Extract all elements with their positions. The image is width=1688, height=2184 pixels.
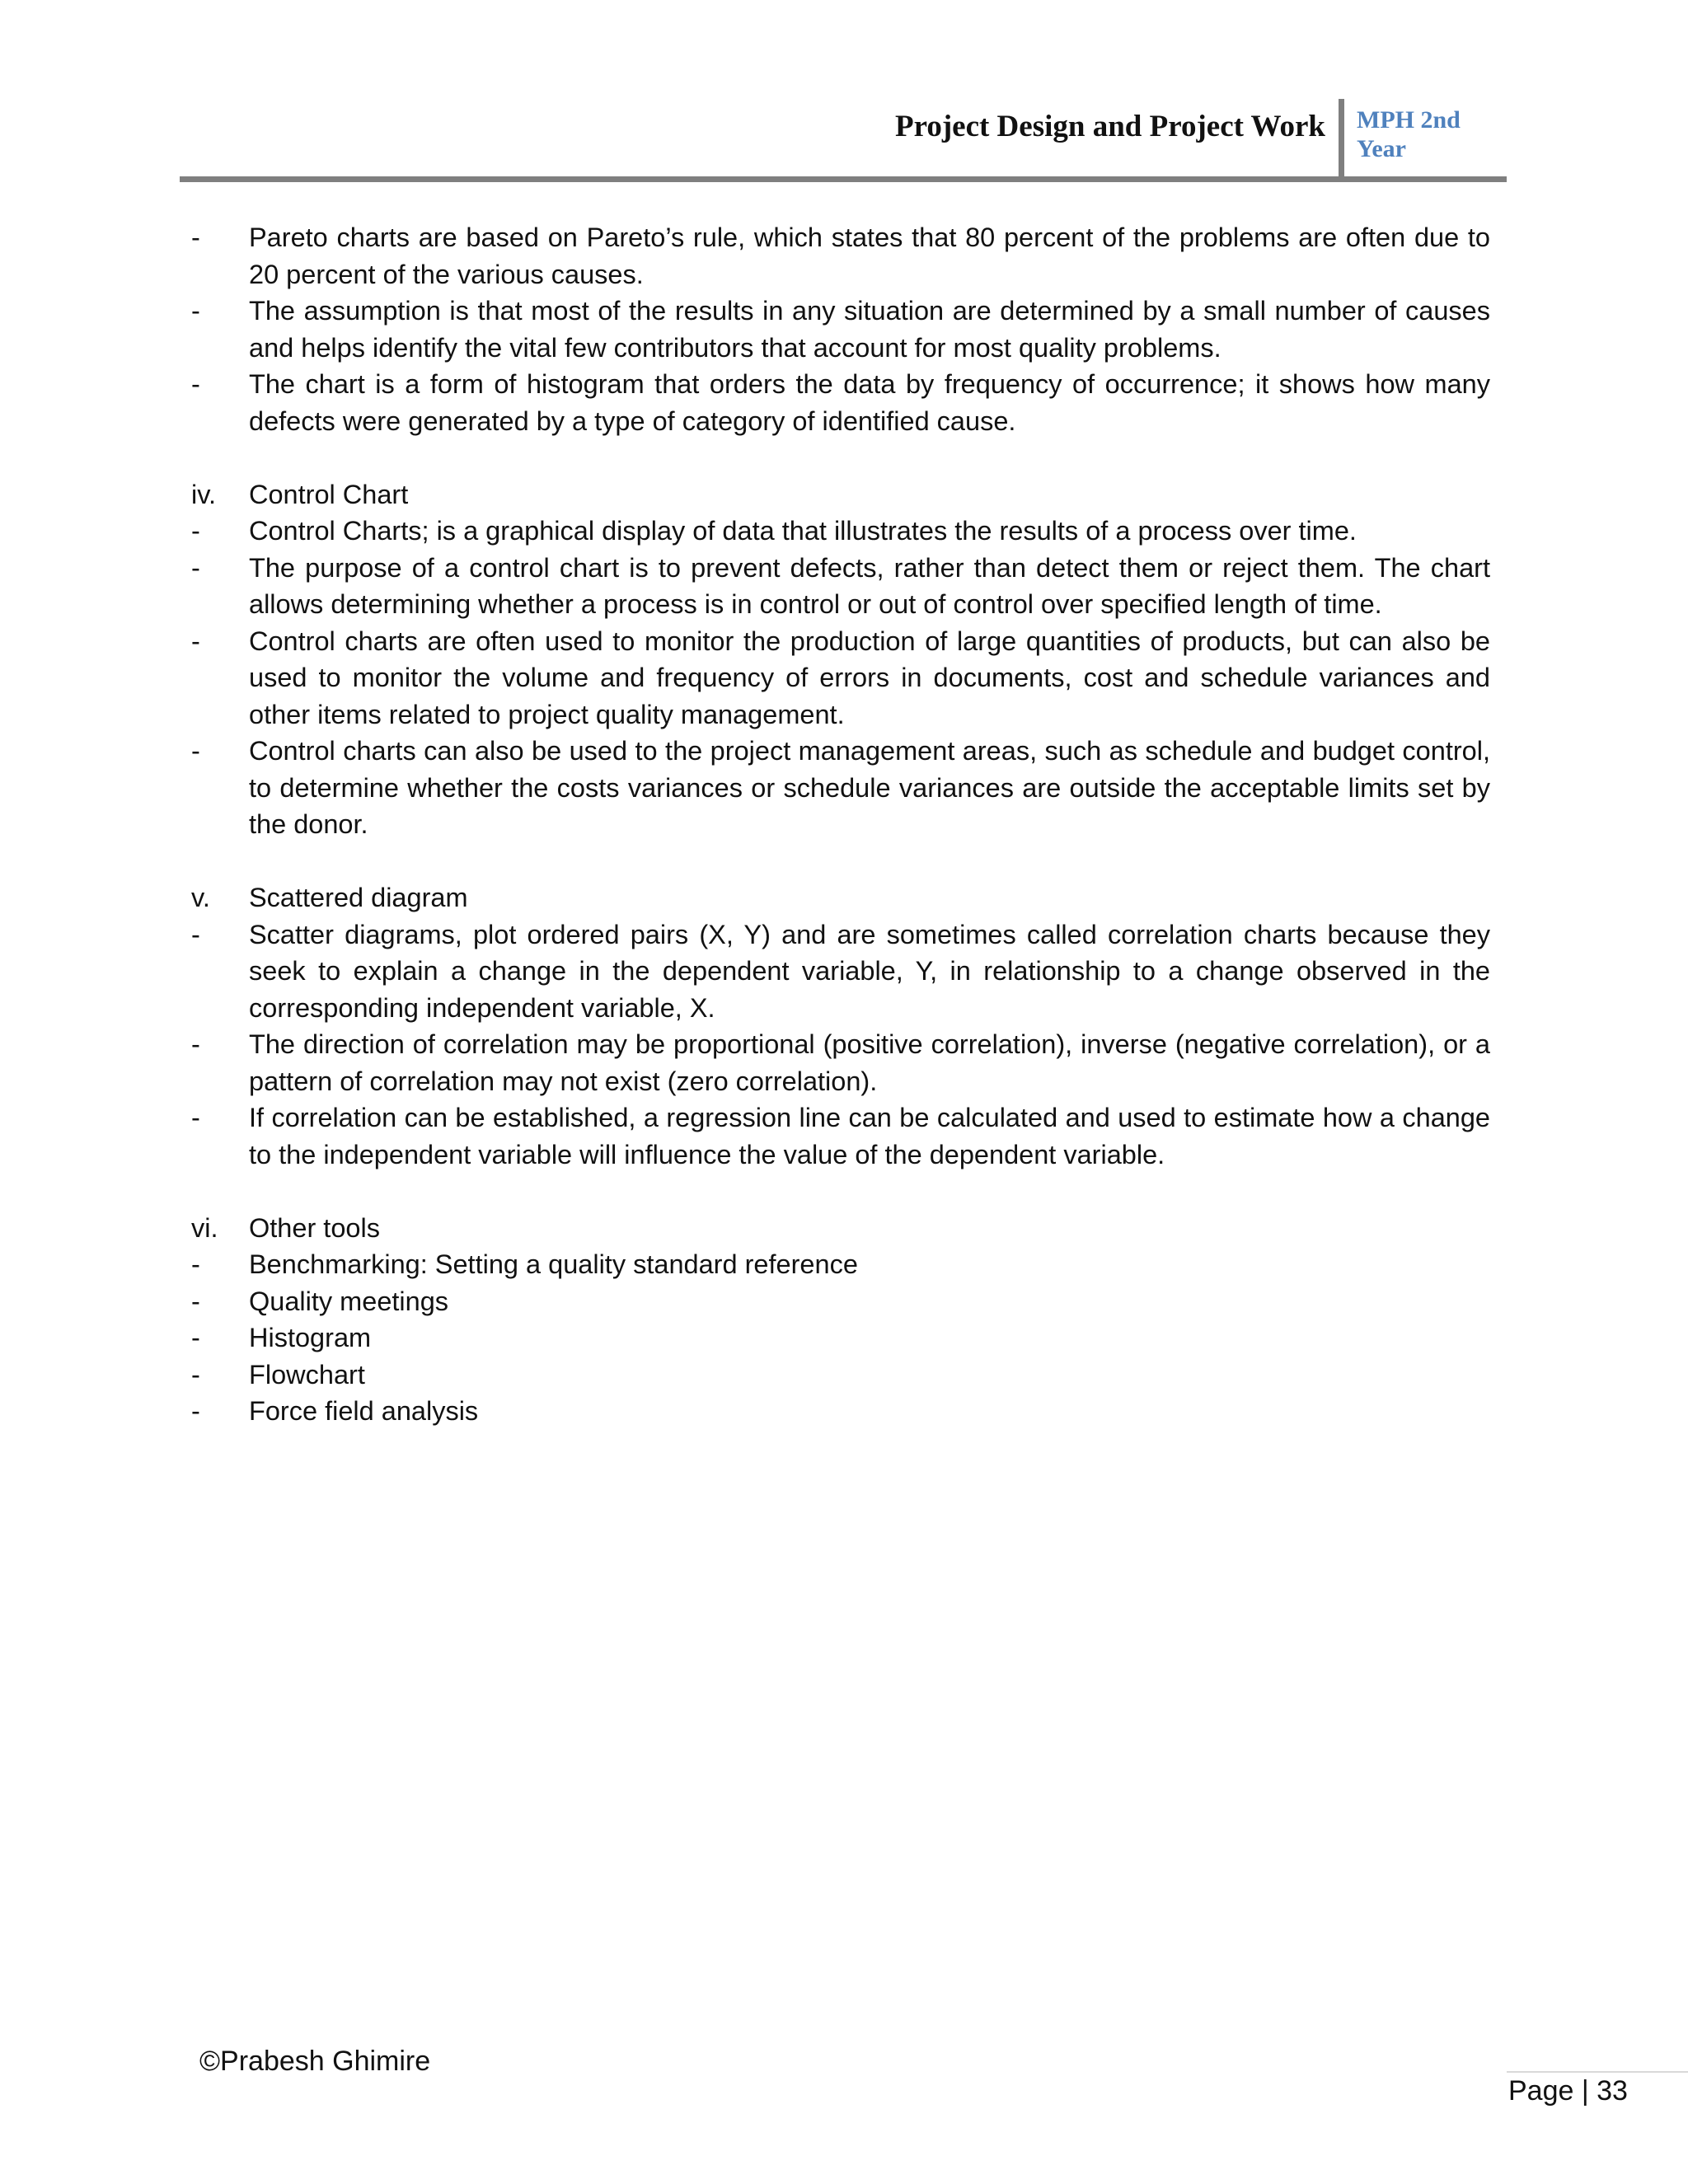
list-item-text: Control charts can also be used to the project management areas, such as schedule and budget control, to determine whether the costs variances or schedule variances are outside the acceptable limits set by the donor. — [249, 736, 1490, 839]
list-item — [191, 293, 1490, 366]
list-item — [191, 1099, 1490, 1173]
list-item — [191, 1357, 1490, 1394]
section-number: iv. — [191, 479, 217, 509]
bullet-marker: - — [191, 919, 200, 949]
list-item — [191, 1246, 1490, 1283]
course-tag: MPH 2nd Year — [1357, 106, 1461, 162]
footer-rule — [1507, 2071, 1688, 2073]
bullet-marker: - — [191, 1396, 200, 1426]
page-content — [191, 219, 1490, 1430]
page-number: Page | 33 — [1508, 2075, 1628, 2107]
document-title: Project Design and Project Work — [894, 110, 1325, 143]
header-divider — [1339, 99, 1344, 178]
section-number: vi. — [191, 1212, 218, 1243]
list-item-text: The direction of correlation may be proportional (positive correlation), inverse (negative correlation), or a pattern of correlation may not exist (zero correlation). — [249, 1029, 1490, 1096]
list-item — [191, 1319, 1490, 1357]
list-item — [191, 733, 1490, 843]
section-title: Other tools — [249, 1212, 380, 1243]
list-item — [191, 623, 1490, 733]
list-item-text: The chart is a form of histogram that orders the data by frequency of occurrence; it shows how many defects were generated by a type of category of identified cause. — [249, 369, 1490, 436]
bullet-marker: - — [191, 1359, 200, 1390]
bullet-marker: - — [191, 1323, 200, 1352]
section-title: Scattered diagram — [249, 883, 468, 912]
list-item — [191, 1283, 1490, 1320]
spacer — [191, 843, 1490, 880]
section-number: v. — [191, 883, 210, 912]
list-item-text: Flowchart — [249, 1359, 365, 1390]
bullet-marker: - — [191, 516, 200, 546]
bullet-marker: - — [191, 552, 200, 583]
section-heading-control-chart — [191, 476, 1490, 513]
list-item-text: Control Charts; is a graphical display of data that illustrates the results of a process over time. — [249, 516, 1357, 546]
bullet-marker: - — [191, 1029, 200, 1059]
list-item-text: Force field analysis — [249, 1396, 479, 1426]
footer-author: ©Prabesh Ghimire — [199, 2046, 431, 2077]
header-rule — [180, 176, 1507, 182]
bullet-marker: - — [191, 1286, 200, 1316]
bullet-marker: - — [191, 296, 200, 326]
bullet-marker: - — [191, 1103, 200, 1132]
list-item — [191, 513, 1490, 550]
list-item-text: If correlation can be established, a regression line can be calculated and used to estimate how a change to the independent variable will influence the value of the dependent variable. — [249, 1103, 1490, 1169]
bullet-marker: - — [191, 223, 200, 252]
spacer — [191, 1173, 1490, 1210]
bullet-marker: - — [191, 1249, 200, 1279]
page-header — [180, 97, 1507, 180]
spacer — [191, 439, 1490, 476]
list-item — [191, 916, 1490, 1027]
list-item — [191, 550, 1490, 623]
list-item-text: The purpose of a control chart is to prevent defects, rather than detect them or reject them. The chart allows determining whether a process is in control or out of control over specified length of time. — [249, 552, 1490, 619]
list-item-text: Pareto charts are based on Pareto’s rule, which states that 80 percent of the problems are often due to 20 percent of the various causes. — [249, 223, 1490, 289]
list-item-text: Benchmarking: Setting a quality standard reference — [249, 1249, 858, 1279]
section-heading-scattered-diagram — [191, 879, 1490, 916]
section-heading-other-tools — [191, 1210, 1490, 1247]
bullet-marker: - — [191, 369, 200, 399]
list-item — [191, 219, 1490, 293]
bullet-marker: - — [191, 626, 200, 656]
list-item — [191, 1026, 1490, 1099]
list-item-text: The assumption is that most of the results in any situation are determined by a small number of causes and helps identify the vital few contributors that account for most quality problems. — [249, 296, 1490, 363]
list-item — [191, 366, 1490, 439]
list-item — [191, 1393, 1490, 1430]
list-item-text: Histogram — [249, 1323, 372, 1352]
list-item-text: Control charts are often used to monitor the production of large quantities of products, but can also be used to monitor the volume and frequency of errors in documents, cost and schedule variances and other items related to project quality management. — [249, 626, 1490, 729]
section-title: Control Chart — [249, 479, 409, 509]
bullet-marker: - — [191, 736, 200, 766]
list-item-text: Quality meetings — [249, 1286, 449, 1316]
list-item-text: Scatter diagrams, plot ordered pairs (X, Y) and are sometimes called correlation charts because they seek to explain a change in the dependent variable, Y, in relationship to a change observed in the corresponding independent variable, X. — [249, 919, 1490, 1023]
